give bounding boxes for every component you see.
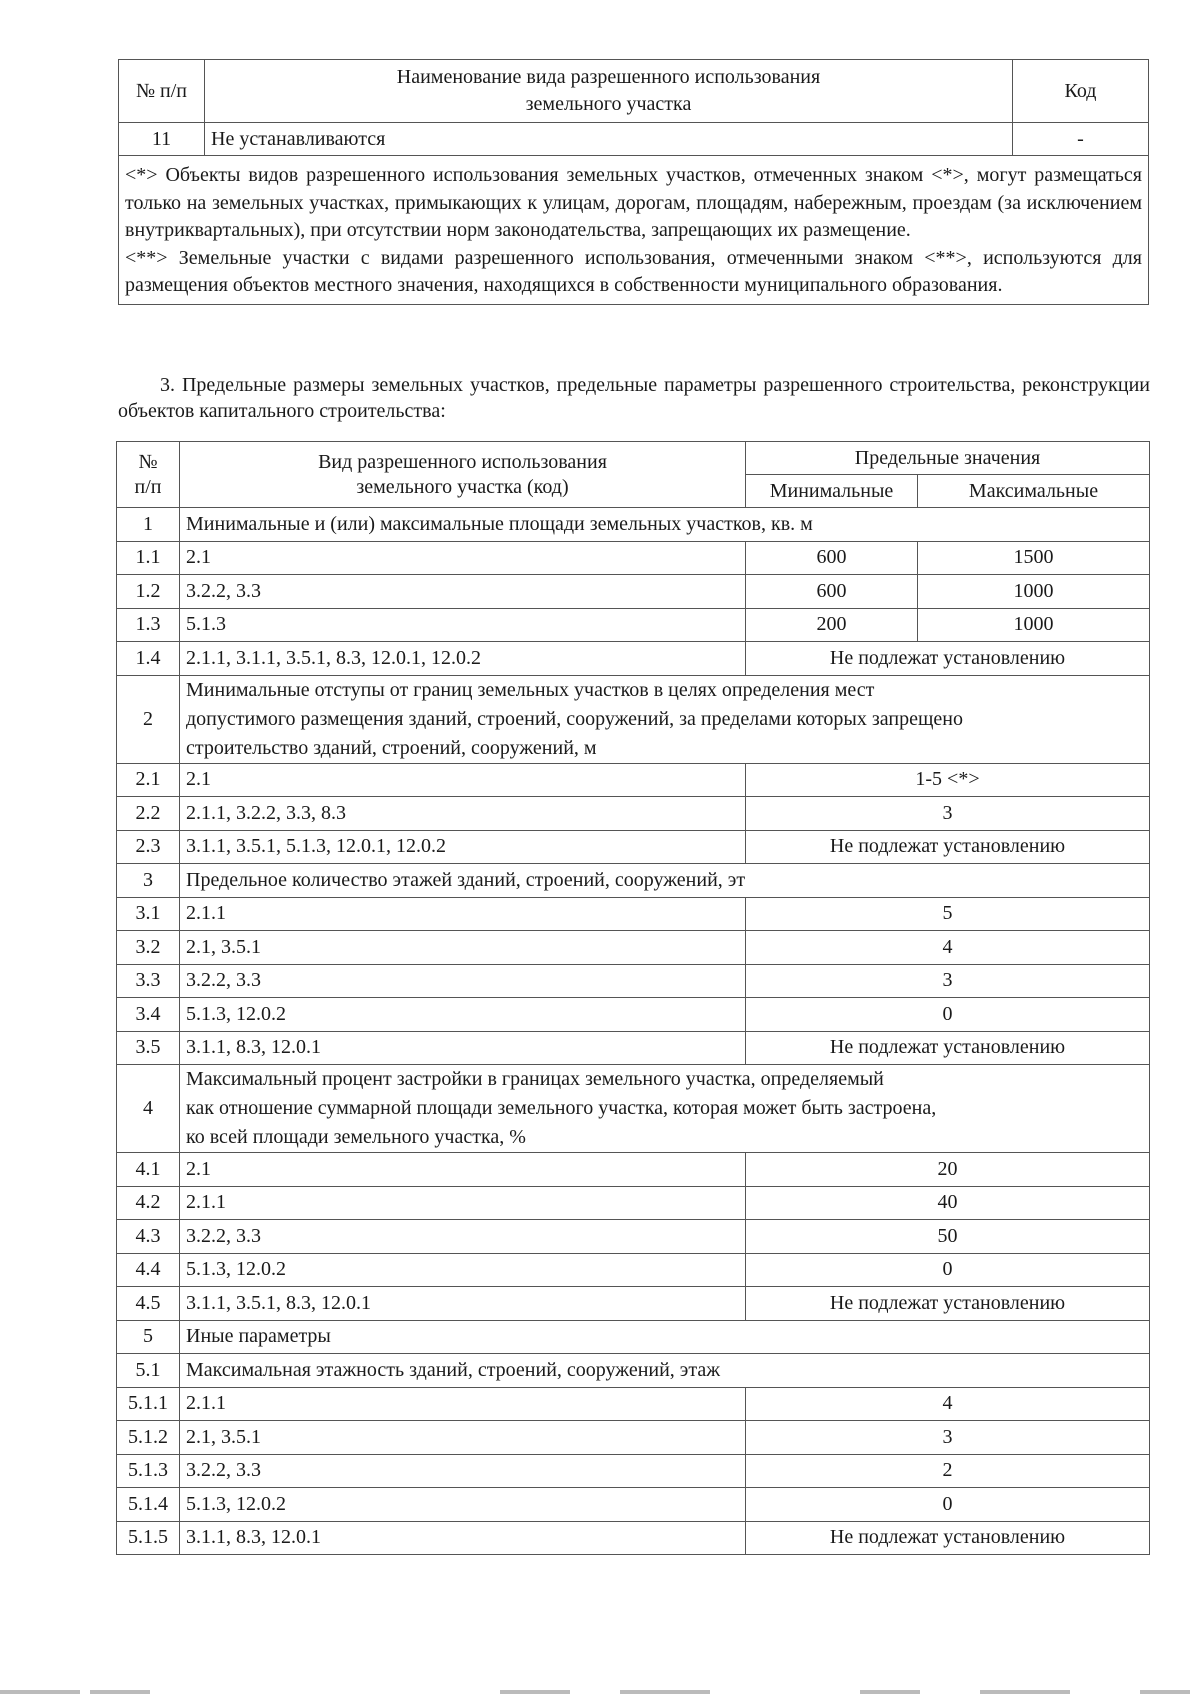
header-num xyxy=(117,442,180,508)
row-num: 4.1 xyxy=(117,1153,180,1187)
table-row xyxy=(117,1220,1150,1254)
row-num: 1.3 xyxy=(117,608,180,642)
use-code: 2.1, 3.5.1 xyxy=(180,1421,746,1455)
limit-value: 4 xyxy=(746,931,1150,965)
header-max: Максимальные xyxy=(918,475,1150,508)
header-num-line2: п/п xyxy=(134,475,162,498)
section-row xyxy=(117,1320,1150,1354)
row-num: 4.4 xyxy=(117,1253,180,1287)
limit-value: Не подлежат установлению xyxy=(746,1521,1150,1555)
header-limits: Предельные значения xyxy=(746,442,1150,475)
section-title-line: Минимальные отступы от границ земельных участков в целях определения мест xyxy=(186,678,875,701)
limit-value: 3 xyxy=(746,1421,1150,1455)
row-num: 4.5 xyxy=(117,1287,180,1321)
section-title: Максимальная этажность зданий, строений, сооружений, этаж xyxy=(180,1354,1150,1388)
notes-row xyxy=(119,156,1149,305)
use-code: 5.1.3 xyxy=(180,608,746,642)
limit-value: Не подлежат установлению xyxy=(746,1031,1150,1065)
table-row xyxy=(117,763,1150,797)
use-code: 3.1.1, 8.3, 12.0.1 xyxy=(180,1031,746,1065)
notes-cell xyxy=(119,156,1149,305)
section-row xyxy=(117,1354,1150,1388)
table-row xyxy=(117,797,1150,831)
section-title-line: Максимальный процент застройки в границах земельного участка, определяемый xyxy=(186,1068,884,1090)
row-code: - xyxy=(1013,123,1149,156)
limit-value: 1-5 <*> xyxy=(746,763,1150,797)
use-code: 5.1.3, 12.0.2 xyxy=(180,998,746,1032)
row-num: 1.1 xyxy=(117,541,180,575)
row-name: Не устанавливаются xyxy=(205,123,1013,156)
section-paragraph: 3. Предельные размеры земельных участков, предельные параметры разрешенного строительства, реконструкции объектов капитального строительства: xyxy=(118,374,1150,422)
row-num: 4.3 xyxy=(117,1220,180,1254)
table-row xyxy=(117,575,1150,609)
section-title: Иные параметры xyxy=(180,1320,1150,1354)
header-name-line2: земельного участка xyxy=(525,93,692,115)
row-num: 4 xyxy=(117,1065,180,1153)
limit-value: 4 xyxy=(746,1387,1150,1421)
use-code: 3.1.1, 3.5.1, 5.1.3, 12.0.1, 12.0.2 xyxy=(180,830,746,864)
use-code: 3.1.1, 8.3, 12.0.1 xyxy=(180,1521,746,1555)
table-row xyxy=(117,1253,1150,1287)
section-row xyxy=(117,508,1150,542)
table-row xyxy=(117,931,1150,965)
limit-value: 40 xyxy=(746,1186,1150,1220)
table-row xyxy=(117,642,1150,676)
min-value: 600 xyxy=(746,575,918,609)
row-num: 3.4 xyxy=(117,998,180,1032)
row-num: 3.1 xyxy=(117,897,180,931)
header-type-line2: земельного участка (код) xyxy=(356,475,569,498)
section-row xyxy=(117,864,1150,898)
use-code: 2.1.1, 3.2.2, 3.3, 8.3 xyxy=(180,797,746,831)
limit-value: 5 xyxy=(746,897,1150,931)
page-bottom-edge xyxy=(0,1690,1200,1698)
section-title: Минимальные и (или) максимальные площади земельных участков, кв. м xyxy=(180,508,1150,542)
row-num: 5.1.5 xyxy=(117,1521,180,1555)
table-row xyxy=(117,830,1150,864)
row-num: 5.1.1 xyxy=(117,1387,180,1421)
use-code: 3.2.2, 3.3 xyxy=(180,575,746,609)
max-value: 1000 xyxy=(918,608,1150,642)
row-num: 2.2 xyxy=(117,797,180,831)
use-code: 3.2.2, 3.3 xyxy=(180,1454,746,1488)
use-code: 2.1, 3.5.1 xyxy=(180,931,746,965)
min-value: 200 xyxy=(746,608,918,642)
row-num: 11 xyxy=(119,123,205,156)
use-code: 2.1.1 xyxy=(180,897,746,931)
header-num: № п/п xyxy=(119,60,205,123)
max-value: 1000 xyxy=(918,575,1150,609)
note-double-star: <**> Земельные участки с видами разрешенного использования, отмеченными знаком <**>, используются для размещения объектов местного значения, находящихся в собственности муниципального образования. xyxy=(125,246,1142,296)
limit-value: 2 xyxy=(746,1454,1150,1488)
max-value: 1500 xyxy=(918,541,1150,575)
header-num-line1: № xyxy=(138,450,158,473)
row-num: 2 xyxy=(117,675,180,763)
section-title-line: строительство зданий, строений, сооружений, м xyxy=(186,736,597,759)
row-num: 3.5 xyxy=(117,1031,180,1065)
use-code: 5.1.3, 12.0.2 xyxy=(180,1253,746,1287)
use-code: 2.1.1 xyxy=(180,1186,746,1220)
row-num: 4.2 xyxy=(117,1186,180,1220)
section-title: Предельное количество этажей зданий, строений, сооружений, эт xyxy=(180,864,1150,898)
header-min: Минимальные xyxy=(746,475,918,508)
table-row xyxy=(117,1387,1150,1421)
limits-table xyxy=(116,441,1150,1555)
table-row xyxy=(117,1521,1150,1555)
row-num: 5.1.2 xyxy=(117,1421,180,1455)
table-row xyxy=(117,998,1150,1032)
row-num: 5.1 xyxy=(117,1354,180,1388)
use-code: 2.1 xyxy=(180,541,746,575)
table-header-row xyxy=(119,60,1149,123)
table-row xyxy=(117,1421,1150,1455)
use-code: 2.1 xyxy=(180,763,746,797)
header-use-type xyxy=(180,442,746,508)
table-row xyxy=(117,1454,1150,1488)
row-num: 1.2 xyxy=(117,575,180,609)
limit-value: 3 xyxy=(746,797,1150,831)
use-code: 2.1.1 xyxy=(180,1387,746,1421)
use-code: 2.1 xyxy=(180,1153,746,1187)
table-row xyxy=(117,964,1150,998)
note-single-star: <*> Объекты видов разрешенного использования земельных участков, отмеченных знаком <*>, могут размещаться только на земельных участках, примыкающих к улицам, дорогам, площадям, набережным, проездам (за исключением внутриквартальных), при отсутствии норм законодательства, запрещающих их размещение. xyxy=(125,164,1142,241)
table-row xyxy=(117,1153,1150,1187)
row-num: 3.3 xyxy=(117,964,180,998)
header-code: Код xyxy=(1013,60,1149,123)
row-num: 1.4 xyxy=(117,642,180,676)
use-code: 5.1.3, 12.0.2 xyxy=(180,1488,746,1522)
row-num: 5.1.3 xyxy=(117,1454,180,1488)
limit-value: 0 xyxy=(746,1488,1150,1522)
limit-value: 0 xyxy=(746,1253,1150,1287)
limit-value: 3 xyxy=(746,964,1150,998)
section-title xyxy=(180,1065,1150,1153)
row-num: 3.2 xyxy=(117,931,180,965)
table-row xyxy=(117,1031,1150,1065)
use-code: 2.1.1, 3.1.1, 3.5.1, 8.3, 12.0.1, 12.0.2 xyxy=(180,642,746,676)
row-num: 2.3 xyxy=(117,830,180,864)
min-value: 600 xyxy=(746,541,918,575)
table-row xyxy=(117,1287,1150,1321)
header-type-line1: Вид разрешенного использования xyxy=(318,450,607,473)
use-code: 3.2.2, 3.3 xyxy=(180,1220,746,1254)
limit-value: Не подлежат установлению xyxy=(746,1287,1150,1321)
limit-value: 20 xyxy=(746,1153,1150,1187)
table-row xyxy=(119,123,1149,156)
header-name xyxy=(205,60,1013,123)
section-title-line: как отношение суммарной площади земельного участка, которая может быть застроена, xyxy=(186,1097,937,1119)
limit-value: Не подлежат установлению xyxy=(746,642,1150,676)
row-num: 3 xyxy=(117,864,180,898)
table-row xyxy=(117,608,1150,642)
permitted-use-table xyxy=(118,59,1149,305)
limit-value: 50 xyxy=(746,1220,1150,1254)
row-num: 5.1.4 xyxy=(117,1488,180,1522)
table-row xyxy=(117,897,1150,931)
table-row xyxy=(117,541,1150,575)
table-row xyxy=(117,1186,1150,1220)
section-title-line: допустимого размещения зданий, строений, сооружений, за пределами которых запрещено xyxy=(186,707,963,730)
row-num: 1 xyxy=(117,508,180,542)
table-row xyxy=(117,1488,1150,1522)
section-row xyxy=(117,1065,1150,1153)
limit-value: 0 xyxy=(746,998,1150,1032)
limits-table-body xyxy=(117,508,1150,1555)
row-num: 2.1 xyxy=(117,763,180,797)
header-name-line1: Наименование вида разрешенного использования xyxy=(396,66,821,88)
use-code: 3.2.2, 3.3 xyxy=(180,964,746,998)
section-row xyxy=(117,675,1150,763)
section-title-line: ко всей площади земельного участка, % xyxy=(186,1126,526,1148)
section-title xyxy=(180,675,1150,763)
use-code: 3.1.1, 3.5.1, 8.3, 12.0.1 xyxy=(180,1287,746,1321)
limit-value: Не подлежат установлению xyxy=(746,830,1150,864)
table-header-row xyxy=(117,442,1150,475)
row-num: 5 xyxy=(117,1320,180,1354)
